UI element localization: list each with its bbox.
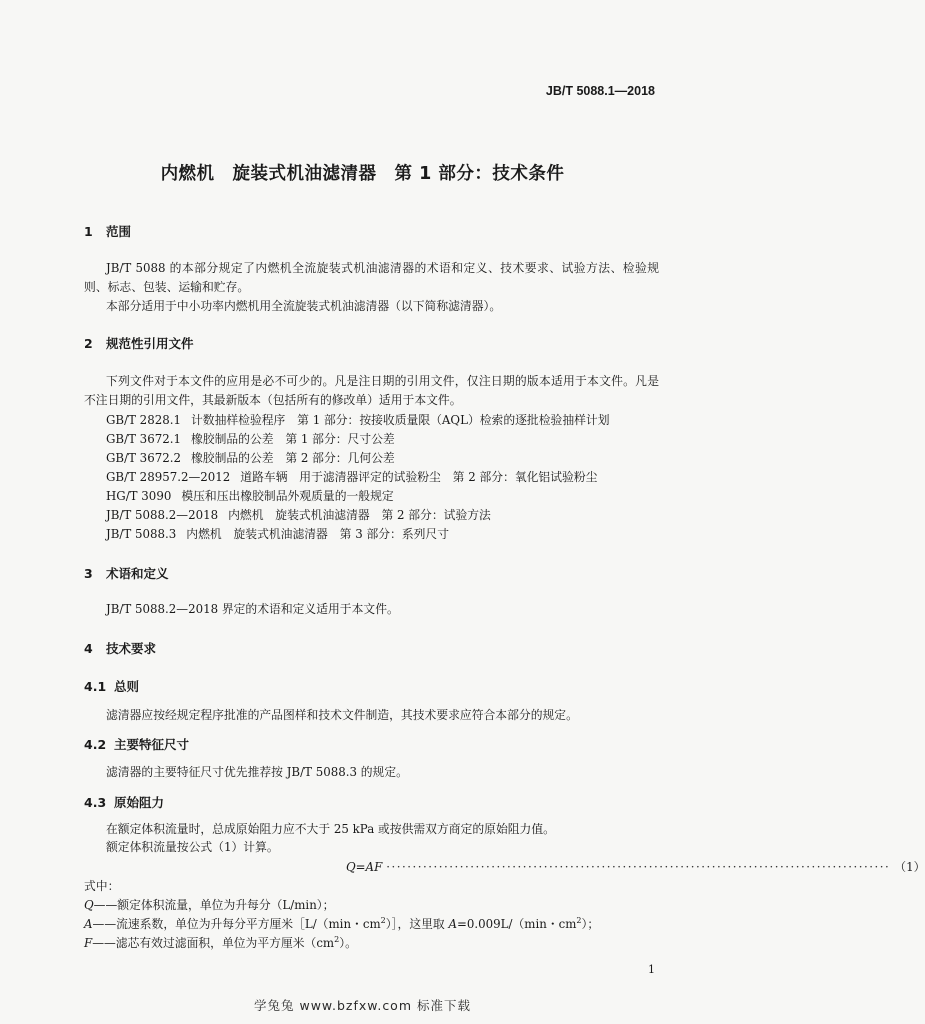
section-4-2-heading xyxy=(84,735,189,753)
formula-number: （1） xyxy=(894,860,925,874)
variable-symbol: F xyxy=(84,936,93,950)
leader-dots: ································································································ xyxy=(386,860,891,874)
reference-title: 模压和压出橡胶制品外观质量的一般规定 xyxy=(181,489,394,503)
section-4-heading xyxy=(84,639,156,657)
variable-description: ）。 xyxy=(339,936,357,950)
reference-item xyxy=(106,468,597,485)
section-title: 范围 xyxy=(106,224,132,239)
section-title: 技术要求 xyxy=(106,641,157,656)
reference-title: 橡胶制品的公差 第 2 部分：几何公差 xyxy=(190,451,395,465)
where-label: 式中： xyxy=(84,879,120,893)
variable-q-definition xyxy=(84,896,659,915)
resistance-paragraph-1: 在额定体积流量时，总成原始阻力应不大于 25 kPa 或按供需双方商定的原始阻力值。 xyxy=(106,822,555,836)
reference-code: GB/T 3672.1 xyxy=(106,432,181,446)
variable-a-definition xyxy=(84,915,659,934)
reference-item xyxy=(106,487,394,504)
reference-code: JB/T 5088.3 xyxy=(106,527,177,541)
variable-description: ——滤芯有效过滤面积，单位为平方厘米（cm xyxy=(92,936,335,950)
reference-code: GB/T 3672.2 xyxy=(106,451,181,465)
variable-description: ）； xyxy=(581,917,600,931)
section-number: 4.2 xyxy=(84,737,107,752)
reference-code: GB/T 2828.1 xyxy=(106,413,181,427)
variable-f-definition xyxy=(84,934,659,953)
section-number: 4.3 xyxy=(84,795,107,810)
section-title: 总则 xyxy=(114,679,140,694)
document-title: 内燃机 旋装式机油滤清器 第 1 部分：技术条件 xyxy=(160,164,565,184)
dimensions-paragraph: 滤清器的主要特征尺寸优先推荐按 JB/T 5088.3 的规定。 xyxy=(106,765,408,779)
reference-title: 道路车辆 用于滤清器评定的试验粉尘 第 2 部分：氧化铝试验粉尘 xyxy=(240,470,598,484)
reference-title: 橡胶制品的公差 第 1 部分：尺寸公差 xyxy=(190,432,395,446)
section-number: 4.1 xyxy=(84,679,107,694)
section-number: 3 xyxy=(84,566,93,581)
variable-symbol: Q xyxy=(84,898,94,912)
reference-code: HG/T 3090 xyxy=(106,489,172,503)
scope-paragraph-1: JB/T 5088 的本部分规定了内燃机全流旋装式机油滤清器的术语和定义、技术要求、试验方法、检验规则、标志、包装、运输和贮存。 xyxy=(84,261,659,294)
footer-watermark: 学兔兔 www.bzfxw.com 标准下载 xyxy=(254,998,471,1013)
section-3-heading xyxy=(84,564,169,582)
section-title: 术语和定义 xyxy=(106,566,169,581)
section-title: 规范性引用文件 xyxy=(106,336,194,351)
variable-symbol: A xyxy=(448,917,457,931)
variable-symbol: A xyxy=(84,917,93,931)
exponent: 2 xyxy=(576,916,582,926)
reference-item xyxy=(106,525,449,542)
general-paragraph: 滤清器应按经规定程序批准的产品图样和技术文件制造，其技术要求应符合本部分的规定。 xyxy=(106,708,578,722)
variable-description: ）］，这里取 xyxy=(385,917,449,931)
section-2-heading xyxy=(84,334,194,352)
references-intro: 下列文件对于本文件的应用是必不可少的。凡是注日期的引用文件，仅注日期的版本适用于本文件。凡是不注日期的引用文件，其最新版本（包括所有的修改单）适用于本文件。 xyxy=(84,374,659,407)
formula-expression: Q=AF xyxy=(346,860,383,874)
reference-item xyxy=(106,506,491,523)
section-title: 原始阻力 xyxy=(114,795,165,810)
terms-paragraph: JB/T 5088.2—2018 界定的术语和定义适用于本文件。 xyxy=(106,602,399,616)
variable-description: ——额定体积流量，单位为升每分（L/min）； xyxy=(93,898,335,912)
reference-item xyxy=(106,411,610,428)
formula-1 xyxy=(346,858,925,875)
section-number: 4 xyxy=(84,641,93,656)
resistance-paragraph-2: 额定体积流量按公式（1）计算。 xyxy=(106,840,279,854)
section-4-3-heading xyxy=(84,793,164,811)
reference-title: 计数抽样检验程序 第 1 部分：按接收质量限（AQL）检索的逐批检验抽样计划 xyxy=(190,413,610,427)
reference-code: GB/T 28957.2—2012 xyxy=(106,470,231,484)
exponent: 2 xyxy=(380,916,386,926)
exponent: 2 xyxy=(334,935,340,945)
section-title: 主要特征尺寸 xyxy=(114,737,190,752)
variable-description: =0.009L/（min・cm xyxy=(457,917,577,931)
section-4-1-heading xyxy=(84,677,139,695)
standard-code: JB/T 5088.1—2018 xyxy=(545,84,655,98)
section-1-heading xyxy=(84,222,131,240)
reference-title: 内燃机 旋装式机油滤清器 第 3 部分：系列尺寸 xyxy=(186,527,450,541)
section-number: 1 xyxy=(84,224,93,239)
variable-description: ——流速系数，单位为升每分平方厘米［L/（min・cm xyxy=(92,917,381,931)
scope-paragraph-2: 本部分适用于中小功率内燃机用全流旋装式机油滤清器（以下简称滤清器）。 xyxy=(106,299,502,313)
section-number: 2 xyxy=(84,336,93,351)
page-number: 1 xyxy=(648,963,655,976)
reference-item xyxy=(106,430,395,447)
reference-item xyxy=(106,449,395,466)
reference-code: JB/T 5088.2—2018 xyxy=(106,508,219,522)
reference-title: 内燃机 旋装式机油滤清器 第 2 部分：试验方法 xyxy=(228,508,491,522)
